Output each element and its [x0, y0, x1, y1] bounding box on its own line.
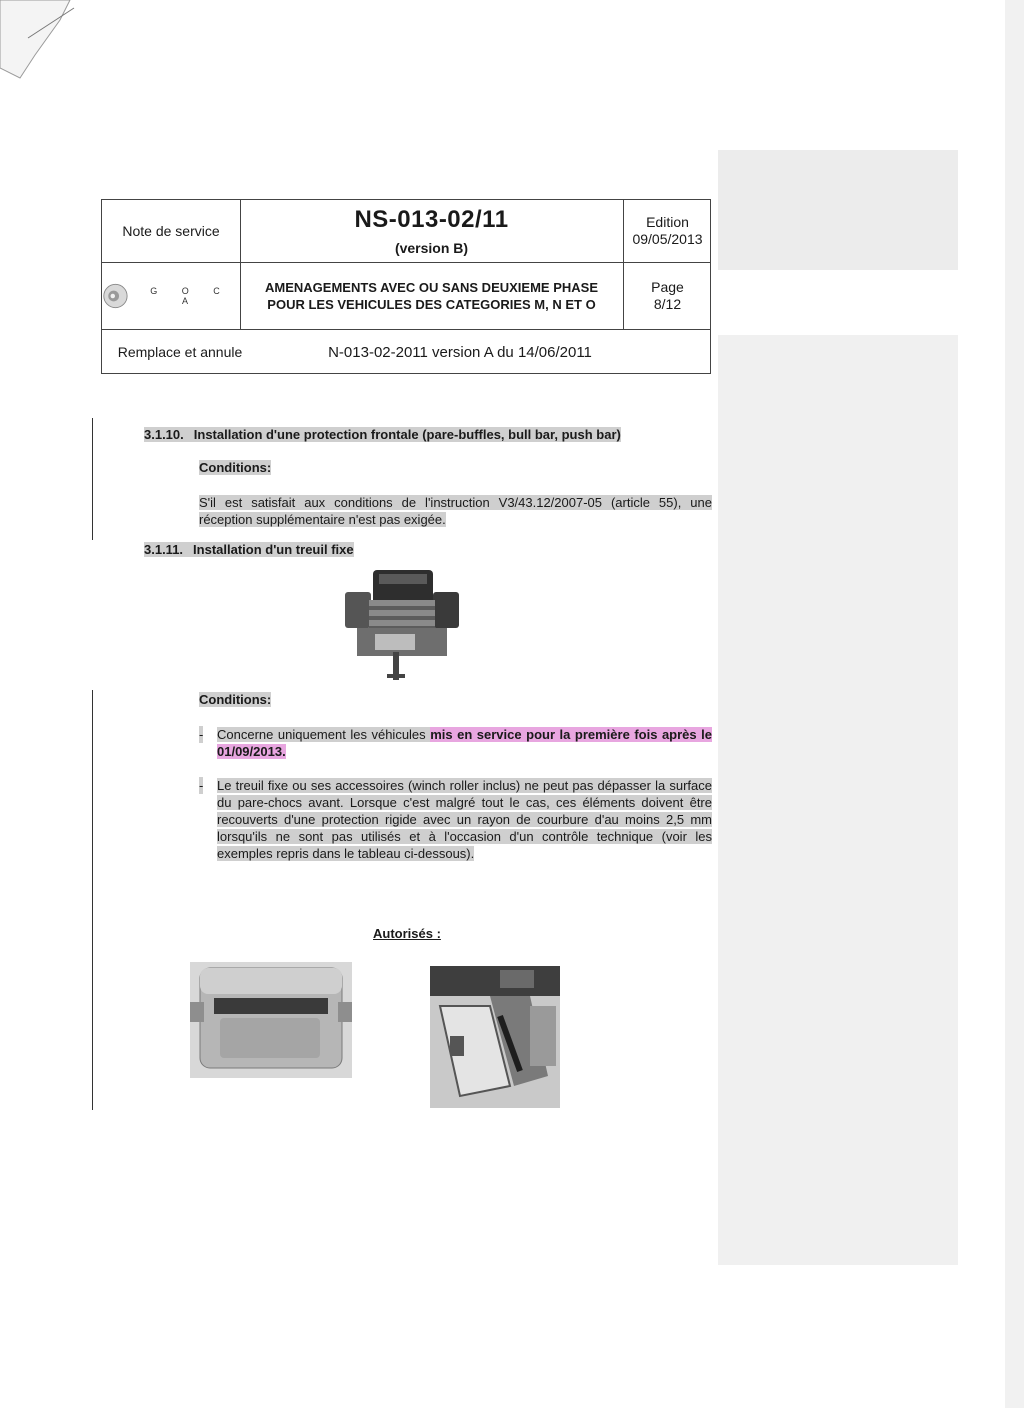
section-heading-3-1-10	[144, 427, 621, 442]
conditions-label: Conditions:	[199, 460, 272, 475]
covered-winch-photo-2	[430, 966, 560, 1108]
goca-logo-text: G O C A	[150, 285, 231, 306]
edition-date: 09/05/2013	[632, 231, 703, 247]
bleed-through-block	[718, 150, 958, 270]
bullet-1-highlight: mis en service pour la première fois après le 01/09/2013.	[217, 727, 712, 759]
section-heading-3-1-11	[144, 542, 354, 557]
condition-bullet-1	[199, 726, 712, 760]
replaces-label: Remplace et annule	[117, 344, 243, 360]
autorises-label: Autorisés :	[373, 926, 441, 941]
winch-photo	[335, 562, 465, 688]
page-cell	[623, 262, 712, 329]
subject-line-2: POUR LES VEHICULES DES CATEGORIES M, N ET O	[267, 296, 596, 312]
edition-label: Edition	[646, 214, 689, 230]
goca-logo	[102, 262, 240, 329]
note-de-service-label: Note de service	[122, 223, 220, 239]
document-version: (version B)	[394, 240, 469, 256]
bullet-dash: -	[199, 778, 204, 793]
bullet-2-text: Le treuil fixe ou ses accessoires (winch roller inclus) ne peut pas dépasser la surface du pare-chocs avant. Lorsque c'est malgré tout le cas, ces éléments doivent être recouverts d'une protection rigide avec un rayon de courbure d'au moins 2,5 mm lorsqu'ils ne sont pas utilisés et à l'occasion d'un contrôle technique (voir les exemples repris dans le tableau ci-dessous).	[217, 778, 712, 861]
bleed-through-block	[718, 335, 958, 1265]
margin-bar	[92, 418, 93, 540]
section-title: Installation d'une protection frontale (pare-buffles, bull bar, push bar)	[193, 427, 621, 442]
section-3-1-10-text: S'il est satisfait aux conditions de l'instruction V3/43.12/2007-05 (article 55), une réception supplémentaire n'est pas exigée.	[199, 495, 712, 527]
section-number: 3.1.11.	[144, 542, 184, 557]
condition-bullet-2	[199, 777, 712, 862]
replaces-value: N-013-02-2011 version A du 14/06/2011	[328, 343, 592, 361]
scan-right-edge	[1005, 0, 1024, 1408]
bullet-1-text: Concerne uniquement les véhicules	[217, 727, 431, 742]
goca-emblem-icon	[102, 281, 129, 311]
header-table	[101, 199, 711, 374]
page-label: Page	[651, 278, 684, 295]
margin-bar	[92, 690, 93, 1110]
section-title: Installation d'un treuil fixe	[193, 542, 354, 557]
document-subject	[240, 262, 623, 329]
edition-cell	[623, 200, 712, 262]
subject-line-1: AMENAGEMENTS AVEC OU SANS DEUXIEME PHASE	[265, 279, 598, 295]
page-fold-mark	[0, 0, 90, 90]
document-number: NS-013-02/11	[354, 206, 509, 233]
conditions-label: Conditions:	[199, 692, 272, 707]
document-number-cell	[240, 200, 623, 262]
section-number: 3.1.10.	[144, 427, 184, 442]
covered-winch-photo-1	[190, 962, 352, 1078]
page-number: 8/12	[653, 295, 682, 312]
bullet-dash: -	[199, 727, 204, 742]
